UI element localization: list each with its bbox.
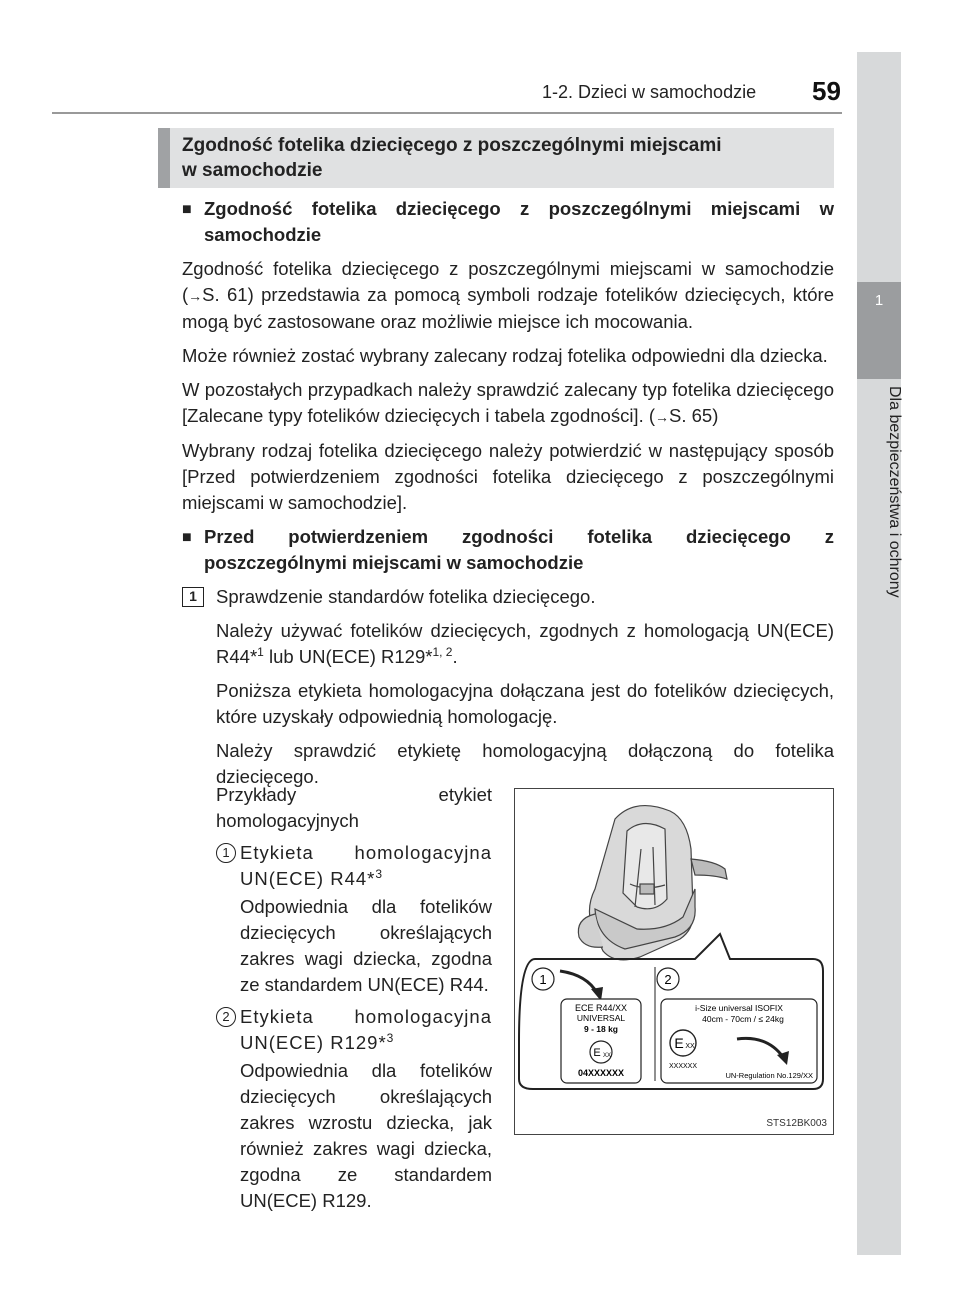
page-reference: S. 61 xyxy=(202,284,248,305)
paragraph: W pozostałych przypadkach należy sprawdzić zalecany typ fotelika dziecięcego [Zalecane typy fotelików dziecięcych i tabela zgodności]. (→S. 65) xyxy=(182,379,834,426)
section-title-line2: w samochodzie xyxy=(182,160,323,181)
running-header-section: 1-2. Dzieci w samochodzie xyxy=(542,82,757,102)
e-mark-letter: E xyxy=(593,1047,601,1059)
pointer-arrow-icon xyxy=(560,971,597,993)
example-description: Odpowiednia dla fotelików dziecięcych określających zakres wagi dziecka, zgodna ze standardem UN(ECE) R44. xyxy=(240,896,492,995)
paragraph: Wybrany rodzaj fotelika dziecięcego należy potwierdzić w następujący sposób [Przed potwierdzeniem zgodności fotelika dziecięcego z poszczególnymi miejscami w samochodzie]. xyxy=(182,440,834,513)
header-rule xyxy=(52,112,842,114)
step-number: 1 xyxy=(182,587,204,607)
main-content xyxy=(182,196,834,798)
chapter-number: 1 xyxy=(874,292,884,309)
page-number: 59 xyxy=(812,76,841,106)
r44-code: 04XXXXXX xyxy=(577,1068,625,1078)
example-description: Odpowiednia dla fotelików dziecięcych określających zakres wzrostu dziecka, jak również zakres wagi dziecka, zgodna ze standardem UN(ECE) R129. xyxy=(240,1060,492,1211)
examples-intro: Przykłady etykiet homologacyjnych xyxy=(216,784,492,831)
figure-svg xyxy=(515,789,835,1136)
example-item-2 xyxy=(216,1004,492,1214)
paragraph: Może również zostać wybrany zalecany rodzaj fotelika odpowiedni dla dziecka. xyxy=(182,345,828,366)
e-mark-sub: XX xyxy=(602,1053,612,1059)
paragraph: Zgodność fotelika dziecięcego z poszczególnymi miejscami w samochodzie (→S. 61) przedstawia za pomocą symboli rodzaje fotelików dziecięcych, które mogą być zastosowane oraz możliwie miejsce ich mocowania. xyxy=(182,258,834,332)
step-text: Sprawdzenie standardów fotelika dziecięcego. xyxy=(216,586,596,607)
examples-block xyxy=(216,782,492,1220)
r129-line1: i-Size universal ISOFIX xyxy=(695,1003,783,1013)
subheading-compatibility xyxy=(182,196,834,248)
child-seat-illustration xyxy=(578,806,727,960)
r44-line2: UNIVERSAL xyxy=(576,1013,626,1023)
square-bullet-icon: ■ xyxy=(182,529,192,546)
example-item-1 xyxy=(216,840,492,998)
chapter-title: Dla bezpieczeństwa i ochrony xyxy=(886,386,903,598)
callout-1: 1 xyxy=(539,972,547,987)
circled-number: 1 xyxy=(216,843,236,863)
r44-line3: 9 - 18 kg xyxy=(583,1024,619,1034)
section-title-line1: Zgodność fotelika dziecięcego z poszczególnymi miejscami xyxy=(182,135,722,156)
example-label: Etykieta homologacyjna UN(ECE) R129*$^3$ xyxy=(240,1006,492,1053)
square-bullet-icon: ■ xyxy=(182,201,192,218)
subheading-text: Zgodność fotelika dziecięcego z poszczególnymi miejscami w samochodzie xyxy=(204,198,834,245)
e-mark-letter: E xyxy=(674,1035,684,1051)
figure-code: STS12BK003 xyxy=(766,1118,827,1129)
page-reference: S. 65 xyxy=(669,405,713,426)
subheading-before-confirm xyxy=(182,524,834,576)
r129-code: XXXXXX xyxy=(668,1063,698,1070)
arrow-icon: → xyxy=(188,288,203,304)
e-mark-sub: XX xyxy=(685,1043,695,1050)
side-tab-chapter xyxy=(857,282,901,379)
example-label: Etykieta homologacyjna UN(ECE) R44*$^3$ xyxy=(240,842,492,889)
side-tab-strip xyxy=(857,52,901,1255)
approval-label-figure xyxy=(514,788,834,1135)
subheading-text: Przed potwierdzeniem zgodności fotelika dziecięcego z poszczególnymi miejscami w samochodzie xyxy=(204,526,834,573)
r129-line2: 40cm - 70cm / ≤ 24kg xyxy=(702,1014,784,1024)
r129-regulation: UN-Regulation No.129/XX xyxy=(725,1071,813,1080)
callout-2: 2 xyxy=(664,972,672,987)
paragraph: Poniższa etykieta homologacyjna dołączana jest do fotelików dziecięcych, które uzyskały odpowiednią homologację. xyxy=(216,680,834,727)
r44-line1: ECE R44/XX xyxy=(574,1003,628,1013)
step-1 xyxy=(182,584,834,610)
section-title-box xyxy=(158,128,834,188)
paragraph: Należy sprawdzić etykietę homologacyjną dołączoną do fotelika dziecięcego. xyxy=(216,740,834,787)
circled-number: 2 xyxy=(216,1007,236,1027)
paragraph: Należy używać fotelików dziecięcych, zgodnych z homologacją UN(ECE) R44*$^1$ lub UN(ECE) R129*$^{1, 2}$. xyxy=(216,620,834,667)
arrow-icon: → xyxy=(655,409,670,425)
